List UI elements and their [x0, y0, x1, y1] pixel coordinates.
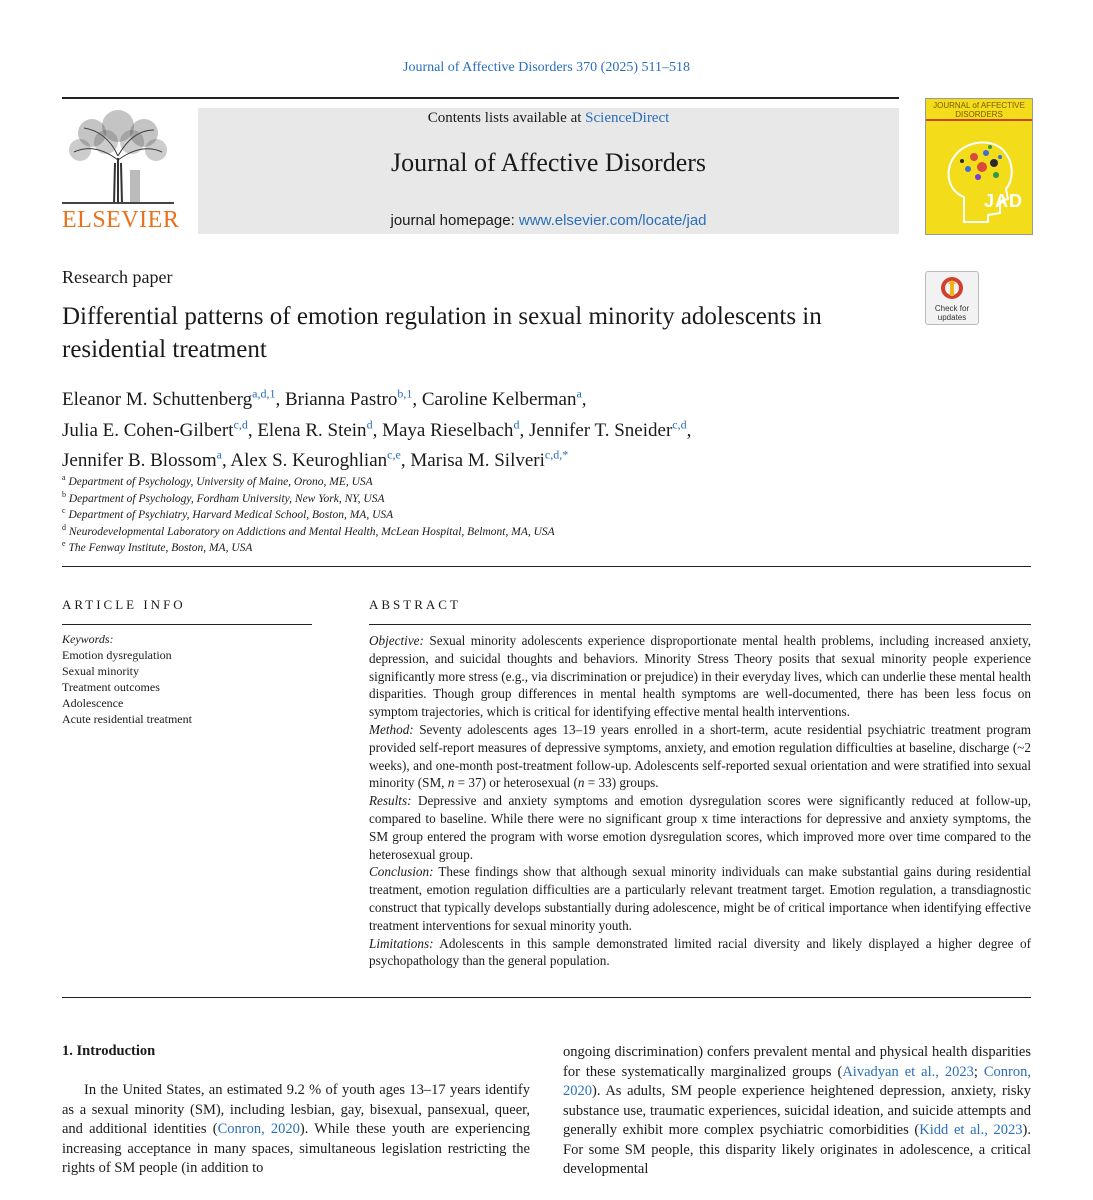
author[interactable]: Marisa M. Silveri$^{c,d,*}$ [410, 447, 569, 471]
cover-acronym: JAD [984, 191, 1024, 211]
journal-citation[interactable]: Journal of Affective Disorders 370 (2025) 511–518 [403, 60, 690, 75]
elsevier-tree-icon [62, 108, 174, 206]
author[interactable]: Julia E. Cohen-Gilbert$^{c,d}$, [62, 417, 253, 441]
author[interactable]: Elena R. Stein$^d$, [257, 417, 378, 441]
check-updates-label [926, 304, 978, 322]
affiliation: $^d$ Neurodevelopmental Laboratory on Addictions and Mental Health, McLean Hospital, Belmont, MA, USA [62, 522, 555, 538]
introduction-heading: 1. Introduction [62, 1043, 156, 1059]
citation-link[interactable]: Aivadyan et al., 2023 [842, 1063, 974, 1080]
divider [62, 566, 1031, 567]
elsevier-wordmark: ELSEVIER [62, 207, 180, 233]
homepage-link[interactable]: www.elsevier.com/locate/jad [518, 212, 707, 229]
author[interactable]: Alex S. Keuroghlian$^{c,e}$, [230, 447, 406, 471]
abstract-conclusion: Conclusion: These findings show that although sexual minority individuals can make substantial gains during residential treatment, emotion regulation difficulties are a particularly relevant treatment target. Emotion regulation, a transdiagnostic construct that typically develops substantially during adolescence, might be of critical importance when identifying effective treatment interventions for sexual minority youth. [369, 864, 1031, 933]
author[interactable]: Jennifer T. Sneider$^{c,d}$, [528, 417, 692, 441]
header-rule [62, 97, 899, 99]
check-updates-line1: Check for [934, 304, 970, 313]
abstract-method: Method: Seventy adolescents ages 13–19 years enrolled in a short-term, acute residential psychiatric treatment program provided self-report measures of depressive symptoms, anxiety, and emotion regulation difficulties at baseline, discharge (~2 weeks), and one-month post-treatment follow-up. Adolescents self-reported sexual orientation and were stratified into sexual minority (SM, n = 37) or heterosexual (n = 33) groups. [369, 721, 1031, 791]
cover-head-illustration-icon [934, 127, 1024, 227]
article-type: Research paper [62, 267, 173, 287]
abstract-objective: Objective: Sexual minority adolescents experience disproportionate mental health problems, including increased anxiety, depression, and suicidal thoughts and behaviors. Minority Stress Theory posits that sexual minority people experience significantly more stress (e.g., via discrimination or prejudice) in their everyday lives, which can underlie these mental health disparities. Though group differences in mental health symptoms are well-documented, there has been less focus on symptom trajectories, which is critical for identifying effective mental health interventions. [369, 633, 1031, 720]
check-for-updates-button[interactable] [925, 271, 979, 325]
citation-link[interactable]: Conron, 2020 [217, 1121, 300, 1137]
abstract-heading: ABSTRACT [369, 597, 461, 612]
author[interactable]: Caroline Kelberman$^a$, [421, 387, 587, 411]
divider [62, 624, 312, 625]
author[interactable]: Eleanor M. Schuttenberg$^{a,d,1}$, [62, 387, 281, 411]
homepage-line [198, 212, 899, 229]
article-info-heading: ARTICLE INFO [62, 597, 186, 612]
divider [369, 624, 1031, 625]
citation-link[interactable]: Kidd et al., 2023 [919, 1122, 1023, 1138]
contents-prefix: Contents lists available at [427, 110, 582, 126]
homepage-prefix: journal homepage: [390, 212, 515, 229]
elsevier-logo[interactable] [62, 108, 180, 234]
keyword: Treatment outcomes [62, 680, 160, 694]
sciencedirect-link[interactable]: ScienceDirect [585, 110, 670, 126]
affiliation: $^e$ The Fenway Institute, Boston, MA, USA [62, 539, 253, 554]
author[interactable]: Brianna Pastro$^{b,1}$, [284, 387, 418, 411]
abstract-body [369, 632, 1031, 970]
contents-line [198, 110, 899, 127]
check-updates-line2: updates [937, 313, 967, 322]
journal-header-band [198, 108, 899, 234]
keyword: Acute residential treatment [62, 712, 192, 726]
abstract-limitations: Limitations: Adolescents in this sample demonstrated limited racial diversity and likely displayed a higher degree of psychopathology than the general population. [369, 935, 1031, 969]
author[interactable]: Jennifer B. Blossom$^a$, [62, 447, 227, 471]
affiliation: $^c$ Department of Psychiatry, Harvard Medical School, Boston, MA, USA [62, 506, 394, 521]
affiliation: $^b$ Department of Psychology, Fordham University, New York, NY, USA [62, 489, 385, 505]
abstract-results: Results: Depressive and anxiety symptoms and emotion dysregulation scores were significantly reduced at follow-up, compared to baseline. While there were no significant group x time interactions for depressive and anxiety symptoms, the SM group entered the program with worse emotion dysregulation scores, which improved more over time compared to the heterosexual group. [369, 793, 1031, 862]
intro-column-1: In the United States, an estimated 9.2 % of youth ages 13–17 years identify as a sexual minority (SM), including lesbian, gay, bisexual, pansexual, queer, and additional identities (Conron, 2020). While these youth are experiencing increasing acceptance in many spaces, simultaneous legislation restricting the rights of SM people (in addition to [62, 1082, 530, 1176]
keyword: Emotion dysregulation [62, 648, 172, 662]
cover-title: JOURNAL of AFFECTIVE DISORDERS [933, 101, 1025, 119]
author[interactable]: Maya Rieselbach$^d$, [382, 417, 525, 441]
intro-column-2: ongoing discrimination) confers prevalent mental and physical health disparities for these systematically marginalized groups (Aivadyan et al., 2023; Conron, 2020). As adults, SM people experience heightened depression, anxiety, risky substance use, traumatic experiences, suicidal ideation, and suicide attempts and generally exhibit more complex psychiatric comorbidities (Kidd et al., 2023). For some SM people, this disparity likely originates in adolescence, a critical developmental [563, 1044, 1032, 1177]
citation-link[interactable]: Conron, 2020 [563, 1063, 1032, 1099]
journal-cover[interactable] [925, 98, 1033, 235]
journal-name: Journal of Affective Disorders [390, 148, 707, 177]
affiliation-list [62, 470, 962, 553]
check-updates-icon [939, 275, 965, 303]
keyword: Sexual minority [62, 664, 139, 678]
divider [62, 997, 1031, 998]
cover-strip [926, 119, 1032, 121]
keywords-label: Keywords: [62, 632, 114, 646]
keywords-block [62, 631, 192, 727]
keyword: Adolescence [62, 696, 124, 710]
article-title: Differential patterns of emotion regulation in sexual minority adolescents in residential treatment [62, 303, 822, 363]
author-list [62, 382, 1022, 473]
affiliation: $^a$ Department of Psychology, University of Maine, Orono, ME, USA [62, 473, 373, 488]
